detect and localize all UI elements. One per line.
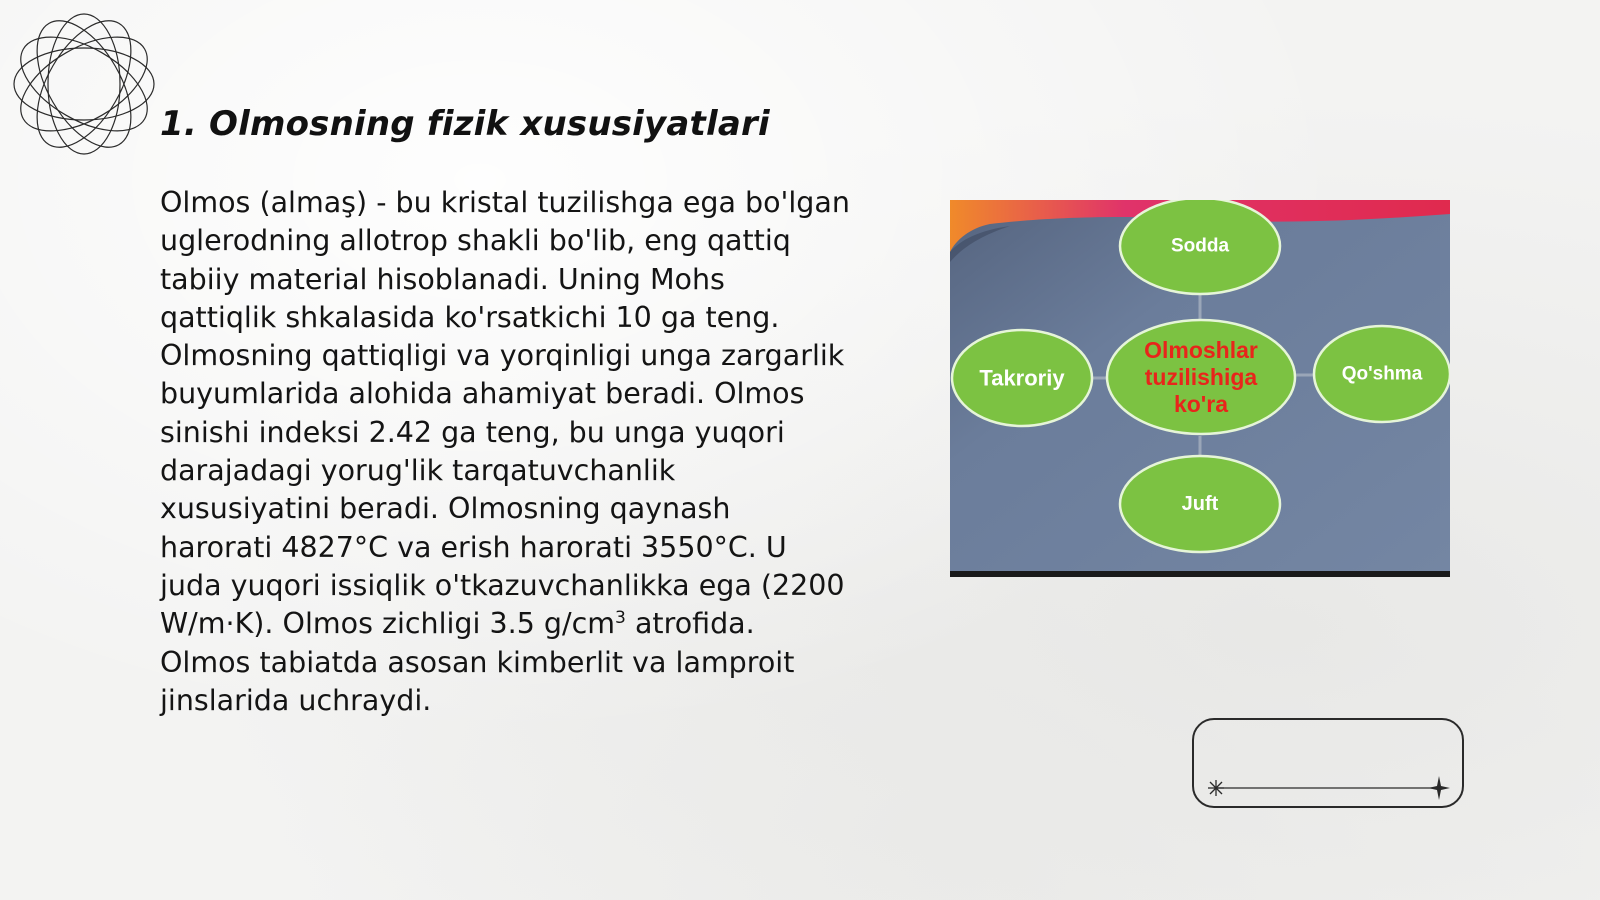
four-point-star-icon (1428, 776, 1450, 800)
body-text-main: Olmos (almaş) - bu kristal tuzilishga ega bo'lgan uglerodning allotrop shakli bo'lib, eng qattiq tabiiy material hisoblanadi. Uning Mohs qattiqlik shkalasida ko'rsatkichi 10 ga teng. Olmosning qattiqligi va yorqinligi unga zargarlik buyumlarida alohida ahamiyat beradi. Olmos sinishi indeksi 2.42 ga teng, bu unga yuqori darajadagi yorug'lik tarqatuvchanlik xususiyatini beradi. Olmosning qaynash harorati 4827°C va erish harorati 3550°C. U juda yuqori issiqlik o'tkazuvchanlikka ega (2200 W/m·K). Olmos zichligi 3.5 g/cm (160, 186, 850, 641)
node-center-line2: tuzilishiga (1144, 364, 1258, 390)
node-bottom-label: Juft (1181, 493, 1219, 515)
diagram-bottom-border (950, 571, 1450, 577)
node-left-label: Takroriy (979, 365, 1065, 391)
diagram-svg (950, 200, 1450, 577)
rosette-icon (10, 10, 158, 158)
diagram-image (950, 200, 1450, 577)
node-center-line1: Olmoshlar (1144, 337, 1258, 363)
body-text-end: atrofida. Olmos tabiatda asosan kimberlit va lamproit jinslarida uchraydi. (160, 607, 795, 717)
sparkle-icon (1208, 780, 1224, 796)
superscript-three: 3 (615, 608, 626, 629)
node-center-line3: ko'ra (1173, 391, 1229, 417)
decorative-rounded-frame (1192, 718, 1464, 808)
slide-title: 1. Olmosning fizik xususiyatlari (160, 104, 770, 144)
node-top-label: Sodda (1170, 235, 1230, 257)
node-right-label: Qo'shma (1341, 363, 1423, 385)
body-paragraph (160, 184, 850, 720)
frame-decoration-svg (1194, 720, 1462, 806)
